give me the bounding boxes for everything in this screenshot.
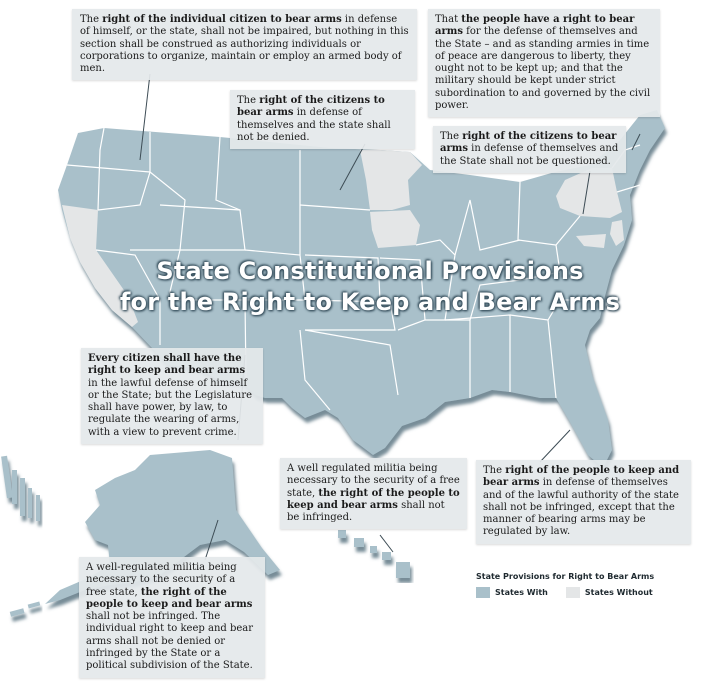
callout-alaska [79, 557, 265, 678]
callout-hawaii [280, 458, 467, 529]
hawaii-islands [338, 530, 410, 578]
legend-item-states-without [566, 587, 653, 598]
callout-montana-pre: The [80, 14, 103, 25]
legend-swatch-states-without [566, 587, 580, 598]
callout-alaska-bold: the right of the people to keep and bear arms [86, 586, 253, 610]
map-title-line-1: State Constitutional Provisions [156, 257, 584, 285]
callout-florida-bold: right of the people to keep and bear arms [483, 465, 680, 489]
callout-texas [81, 348, 263, 444]
callout-pennsylvania-bold: right of the citizens to bear arms [440, 131, 617, 155]
map-title [110, 256, 630, 318]
callout-hawaii-bold: the right of the people to keep and bear arms [287, 487, 460, 511]
legend-item-states-with [476, 587, 548, 598]
aleutian-islands [1, 456, 40, 617]
map-title-line-2: for the Right to Keep and Bear Arms [119, 288, 621, 316]
callout-montana [72, 9, 417, 80]
callout-hawaii-pre: A well regulated militia being necessary to the security of a free state, [287, 463, 460, 499]
callout-hawaii-post: shall not be infringed. [287, 499, 445, 524]
callout-north-dakota-pre: The [237, 95, 260, 106]
callout-north-dakota [230, 90, 415, 149]
callout-alaska-pre: A well-regulated militia being necessary to the security of a free state, [86, 562, 237, 598]
callout-pennsylvania [433, 126, 626, 173]
callout-pennsylvania-pre: The [440, 131, 463, 142]
callout-montana-bold: right of the individual citizen to bear arms [102, 14, 342, 25]
map-legend [476, 572, 698, 598]
legend-label-states-with: States With [495, 588, 548, 597]
callout-massachusetts-bold: the people have a right to bear arms [435, 14, 635, 38]
callout-massachusetts-post: for the defense of themselves and the State – and as standing armies in time of peace are dangerous to liberty, they ought not to be kept up; and that the military should be kept under strict subordination to and governed by the civil power. [435, 26, 651, 112]
callout-massachusetts [428, 9, 660, 117]
callout-florida-pre: The [483, 465, 506, 476]
callout-montana-post: in defense of himself, or the state, shall not be impaired, but nothing in this section shall be construed as authorizing individuals or corporations to organize, maintain or employ an armed body of men. [80, 14, 409, 75]
callout-florida-post: in defense of themselves and of the lawful authority of the state shall not be infringed, except that the manner of bearing arms may be regulated by law. [483, 477, 679, 538]
callout-texas-bold: Every citizen shall have the right to keep and bear arms [88, 353, 246, 377]
callout-florida [476, 460, 691, 544]
callout-texas-post: in the lawful defense of himself or the State; but the Legislature shall have power, by law, to regulate the wearing of arms, with a view to prevent crime. [88, 377, 253, 438]
legend-row [476, 587, 698, 598]
legend-swatch-states-with [476, 587, 490, 598]
callout-pennsylvania-post: in defense of themselves and the State shall not be questioned. [440, 143, 619, 167]
callout-north-dakota-post: in defense of themselves and the state shall not be denied. [237, 107, 391, 143]
legend-title: State Provisions for Right to Bear Arms [476, 572, 655, 581]
callout-massachusetts-pre: That [435, 14, 462, 25]
iowa-without [370, 210, 420, 248]
callout-north-dakota-bold: right of the citizens to bear arms [237, 95, 385, 119]
callout-alaska-post: shall not be infringed. The individual right to keep and bear arms shall not be denied or infringed by the State or a political subdivision of the State. [86, 611, 254, 672]
legend-label-states-without: States Without [584, 588, 653, 597]
